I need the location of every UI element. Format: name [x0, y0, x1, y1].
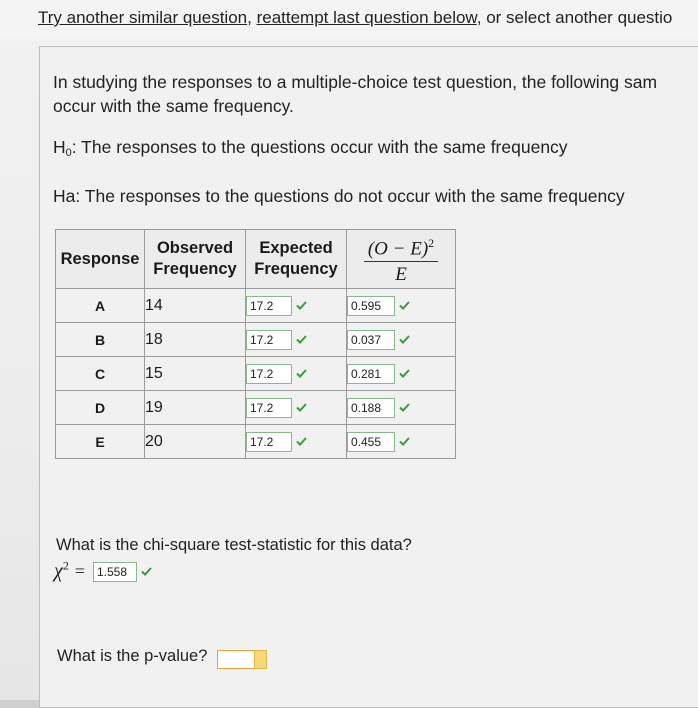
question-line-2: occur with the same frequency.: [53, 96, 294, 116]
nav-line: [38, 8, 672, 28]
check-icon: [296, 331, 307, 349]
header-response: Response: [56, 230, 145, 289]
check-icon: [399, 297, 410, 315]
try-similar-link[interactable]: Try another similar question: [38, 8, 248, 27]
check-icon: [296, 365, 307, 383]
table-row: [56, 391, 456, 425]
cell-expected: [246, 289, 347, 323]
table-row: [56, 323, 456, 357]
reattempt-link[interactable]: reattempt last question below: [256, 8, 477, 27]
check-icon: [141, 563, 152, 581]
h0-label: H: [53, 137, 66, 157]
expected-input[interactable]: 17.2: [246, 330, 292, 350]
chi-square-prompt: What is the chi-square test-statistic for this data?: [56, 536, 412, 554]
equals-sign: =: [74, 560, 85, 581]
cell-response: C: [56, 357, 145, 391]
expected-input[interactable]: 17.2: [246, 432, 292, 452]
formula-denominator: E: [395, 264, 407, 286]
cell-observed: 18: [145, 323, 246, 357]
formula: [364, 233, 438, 285]
header-expected-line1: Expected: [259, 239, 333, 257]
check-icon: [399, 365, 410, 383]
nav-separator: ,: [247, 8, 257, 27]
pvalue-prompt: What is the p-value?: [57, 647, 208, 665]
cell-response: A: [56, 289, 145, 323]
table-row: [56, 425, 456, 459]
expected-input[interactable]: 17.2: [246, 364, 292, 384]
header-observed-line1: Observed: [156, 239, 234, 257]
pvalue-input[interactable]: [217, 650, 255, 669]
oe-input[interactable]: 0.455: [347, 432, 395, 452]
oe-input[interactable]: 0.188: [347, 398, 395, 418]
formula-numerator: $(O - E)^2$: [364, 233, 438, 262]
check-icon: [399, 331, 410, 349]
ha-label: Ha: [53, 186, 76, 206]
cell-oe: [347, 323, 456, 357]
cell-oe: [347, 391, 456, 425]
pvalue-hint-tag[interactable]: [254, 650, 267, 669]
cell-expected: [246, 425, 347, 459]
cell-observed: 14: [145, 289, 246, 323]
top-bar: [0, 0, 698, 38]
cell-response: D: [56, 391, 145, 425]
cell-oe: [347, 357, 456, 391]
table-row: [56, 289, 456, 323]
header-observed-line2: Frequency: [153, 260, 237, 278]
chi-square-row: [54, 558, 152, 583]
table-header-row: [56, 230, 456, 289]
oe-input[interactable]: 0.037: [347, 330, 395, 350]
question-line-1: In studying the responses to a multiple-choice test question, the following sam: [53, 72, 658, 92]
chi-symbol: $\chi^2$: [54, 558, 69, 582]
cell-expected: [246, 357, 347, 391]
check-icon: [296, 297, 307, 315]
check-icon: [296, 433, 307, 451]
chi-square-input[interactable]: 1.558: [93, 562, 137, 582]
check-icon: [296, 399, 307, 417]
check-icon: [399, 399, 410, 417]
expected-input[interactable]: 17.2: [246, 398, 292, 418]
frequency-table: [55, 229, 456, 459]
h0-text: : The responses to the questions occur with the same frequency: [71, 137, 568, 157]
header-observed: [145, 230, 246, 289]
header-formula: [347, 230, 456, 289]
cell-expected: [246, 391, 347, 425]
cell-response: B: [56, 323, 145, 357]
cell-expected: [246, 323, 347, 357]
nav-tail: , or select another questio: [476, 8, 673, 27]
oe-input[interactable]: 0.595: [347, 296, 395, 316]
check-icon: [399, 433, 410, 451]
header-expected: [246, 230, 347, 289]
cell-response: E: [56, 425, 145, 459]
ha-text: : The responses to the questions do not occur with the same frequency: [75, 186, 625, 206]
h0-subscript: 0: [65, 147, 72, 159]
expected-input[interactable]: 17.2: [246, 296, 292, 316]
cell-observed: 19: [145, 391, 246, 425]
table-row: [56, 357, 456, 391]
header-expected-line2: Frequency: [254, 260, 338, 278]
alt-hypothesis: [53, 186, 625, 207]
cell-observed: 20: [145, 425, 246, 459]
null-hypothesis: [53, 137, 568, 159]
cell-oe: [347, 425, 456, 459]
oe-input[interactable]: 0.281: [347, 364, 395, 384]
question-text: [53, 70, 693, 118]
cell-oe: [347, 289, 456, 323]
cell-observed: 15: [145, 357, 246, 391]
